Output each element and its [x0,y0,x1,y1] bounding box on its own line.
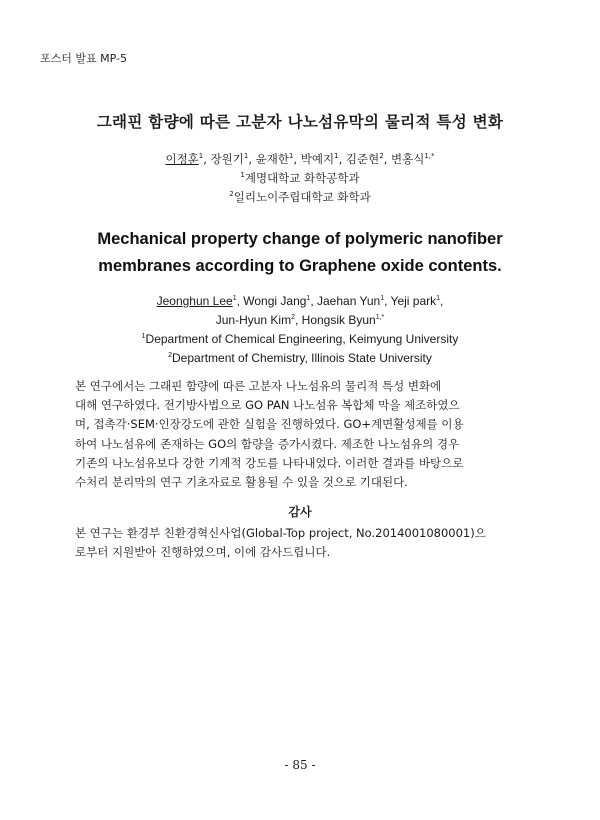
korean-affiliation-2 [0,188,600,207]
author-ko: 김준현 [345,152,380,166]
author-ko: 변홍식 [391,152,425,166]
english-title-line-1: Mechanical property change of polymeric nanofiber [97,230,503,248]
affil-sup: 1 [141,333,146,340]
english-title [0,226,600,280]
author-en: Jaehan Yun [317,294,381,308]
presenting-author-en: Jeonghun Lee [156,294,233,308]
author-sup: 1 [243,152,249,160]
abstract-line: 기존의 나노섬유보다 강한 기계적 강도를 나타내었다. 이러한 결과를 바탕으로 [75,455,464,470]
separator: , [383,152,392,166]
abstract-line: 수처리 분리막의 연구 기초자료로 활용될 수 있을 것으로 기대된다. [75,475,408,490]
presenting-author-ko: 이정훈 [165,152,199,166]
author-sup: 1 [198,152,204,160]
session-label: 포스터 발표 MP-5 [40,52,127,65]
author-sup: 1 [232,295,237,302]
english-authors [0,292,600,368]
author-sup: 1,* [375,314,385,321]
abstract [75,377,525,492]
separator: , [203,152,211,166]
author-sup: 1 [289,152,294,160]
korean-affiliation-1 [0,169,600,188]
english-affiliation-1 [0,330,600,349]
author-en: Jun-Hyun Kim [215,313,292,327]
separator: , [338,152,346,166]
english-affiliation-2 [0,349,600,368]
english-title-line-2: membranes according to Graphene oxide contents. [98,257,502,275]
abstract-line: 대해 연구하였다. 전기방사법으로 GO PAN 나노섬유 복합체 막을 제조하였으 [75,398,460,413]
acknowledgment-line: 로부터 지원받아 진행하였으며, 이에 감사드립니다. [75,545,331,560]
author-sup: 1 [334,152,339,160]
affiliation-text: Department of Chemistry, Illinois State University [172,351,432,365]
author-en: Hongsik Byun [301,313,376,327]
author-ko: 장원기 [210,152,244,166]
acknowledgment-line: 본 연구는 환경부 친환경혁신사업(Global-Top project, No.2014001080001)으 [75,526,486,540]
abstract-line: 하여 나노섬유에 존재하는 GO의 함량을 증가시켰다. 제조한 나노섬유의 경우 [75,436,460,451]
author-en: Yeji park [390,294,437,308]
affil-sup: 2 [168,352,173,359]
affiliation-text: 계명대학교 화학공학과 [244,171,360,185]
affil-sup: 1 [240,171,245,179]
author-sup: 1 [380,295,385,302]
author-sup: 1 [436,295,441,302]
acknowledgment-heading: 감사 [288,505,312,519]
page-number: - 85 - [284,758,316,772]
korean-author-list [0,150,600,169]
separator: , [248,152,256,166]
korean-authors [0,150,600,207]
affil-sup: 2 [229,190,234,198]
korean-title: 그래핀 함량에 따른 고분자 나노섬유막의 물리적 특성 변화 [96,113,504,131]
author-en: Wongi Jang [243,294,307,308]
author-sup: 2 [291,314,295,321]
english-author-line-1: Jeonghun Lee$^1$, Wongi Jang$^1$, Jaehan Yun$^1$, Yeji park$^1$, [156,294,444,308]
acknowledgment [75,524,525,562]
separator: , [293,152,301,166]
author-ko: 윤재한 [255,152,290,166]
abstract-line: 본 연구에서는 그래핀 함량에 따른 고분자 나노섬유의 물리적 특성 변화에 [75,379,442,393]
author-ko: 박예지 [300,152,335,166]
abstract-line: 며, 접촉각·SEM·인장강도에 관한 실험을 진행하였다. GO+계면활성제를 이용 [75,417,464,432]
english-author-line-2: Jun-Hyun Kim$^2$, Hongsik Byun$^{1,*}$ [215,313,385,327]
affiliation-text: Department of Chemical Engineering, Keimyung University [145,332,459,346]
affiliation-text: 일리노이주립대학교 화학과 [233,190,371,204]
author-sup: 2 [379,152,384,160]
author-sup: 1 [306,295,311,302]
author-sup: 1,* [424,152,435,160]
